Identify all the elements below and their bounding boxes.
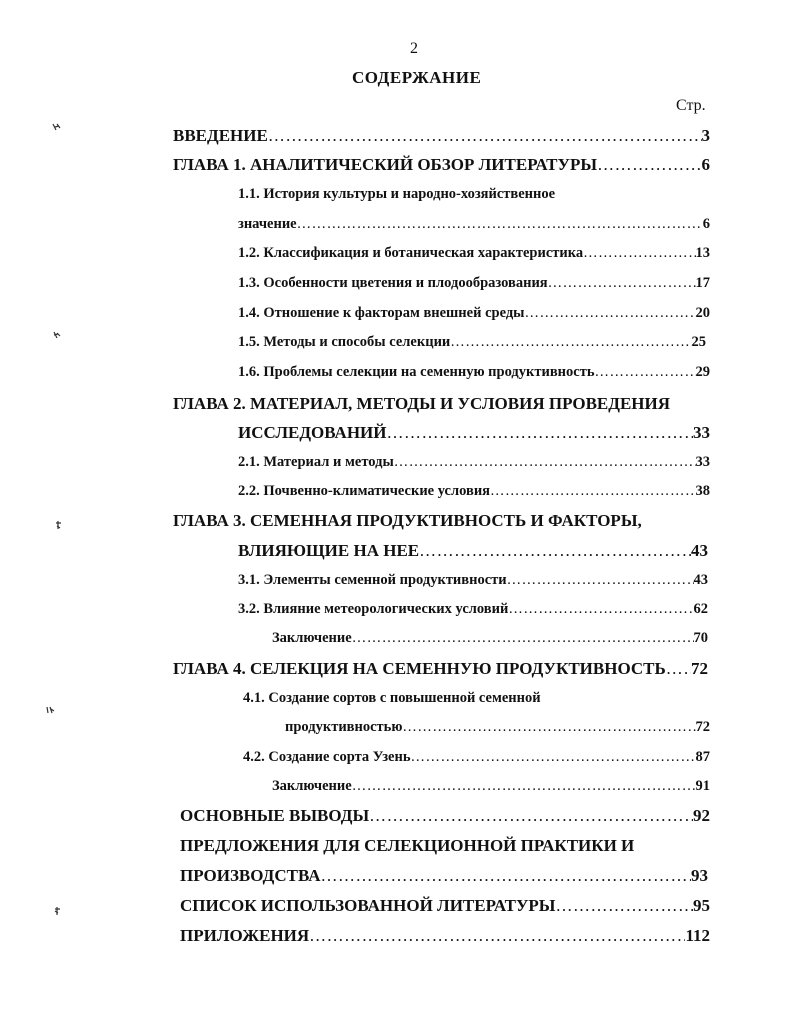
toc-entry-page: 20 bbox=[695, 305, 710, 321]
toc-leader-dots bbox=[507, 572, 694, 589]
toc-leader-dots bbox=[666, 659, 691, 679]
toc-leader-dots bbox=[450, 334, 691, 351]
toc-entry-label: ГЛАВА 1. АНАЛИТИЧЕСКИЙ ОБЗОР ЛИТЕРАТУРЫ bbox=[173, 155, 598, 174]
toc-entry-label: продуктивностью bbox=[285, 719, 403, 735]
toc-entry-page: 29 bbox=[695, 364, 710, 380]
toc-entry[interactable] bbox=[238, 216, 710, 233]
toc-leader-dots bbox=[321, 866, 692, 886]
toc-entry-page: 25 bbox=[691, 334, 706, 350]
toc-leader-dots bbox=[369, 806, 693, 826]
scan-mark-icon bbox=[52, 119, 61, 129]
toc-entry[interactable] bbox=[272, 778, 710, 795]
toc-entry-label: ВВЕДЕНИЕ bbox=[173, 126, 268, 145]
toc-entry-label: ИССЛЕДОВАНИЙ bbox=[238, 423, 387, 442]
toc-leader-dots bbox=[352, 630, 694, 647]
toc-leader-dots bbox=[548, 275, 696, 292]
toc-leader-dots bbox=[309, 926, 685, 946]
toc-entry-page: 17 bbox=[695, 275, 710, 291]
toc-entry-page: 6 bbox=[701, 155, 710, 174]
toc-entry-page: 72 bbox=[691, 659, 708, 678]
toc-leader-dots bbox=[508, 601, 693, 618]
toc-entry-label: 1.1. История культуры и народно-хозяйственное bbox=[238, 186, 556, 202]
toc-entry[interactable] bbox=[180, 926, 710, 946]
toc-entry[interactable] bbox=[243, 749, 710, 766]
toc-entry[interactable] bbox=[238, 275, 710, 292]
toc-leader-dots bbox=[411, 749, 696, 766]
toc-entry-label: Заключение bbox=[272, 778, 352, 794]
toc-entry-label: 1.6. Проблемы селекции на семенную продуктивность bbox=[238, 364, 595, 380]
toc-entry-page: 43 bbox=[693, 572, 708, 588]
toc-entry[interactable] bbox=[180, 836, 634, 856]
toc-entry-label: ОСНОВНЫЕ ВЫВОДЫ bbox=[180, 806, 370, 825]
toc-entry[interactable] bbox=[238, 483, 710, 500]
toc-entry-page: 33 bbox=[695, 454, 710, 470]
toc-leader-dots bbox=[297, 216, 703, 233]
toc-entry[interactable] bbox=[173, 126, 710, 146]
toc-entry[interactable] bbox=[238, 601, 708, 618]
toc-leader-dots bbox=[595, 364, 696, 381]
toc-entry-page: 92 bbox=[693, 806, 710, 825]
toc-entry-page: 91 bbox=[695, 778, 710, 794]
toc-entry-label: ПРЕДЛОЖЕНИЯ ДЛЯ СЕЛЕКЦИОННОЙ ПРАКТИКИ И bbox=[180, 836, 635, 855]
toc-leader-dots bbox=[597, 155, 701, 175]
toc-entry-label: 1.2. Классификация и ботаническая характеристика bbox=[238, 245, 584, 261]
toc-entry[interactable] bbox=[238, 245, 710, 262]
scan-mark-icon bbox=[52, 327, 61, 337]
toc-entry-page: 70 bbox=[693, 630, 708, 646]
toc-entry[interactable] bbox=[238, 334, 706, 351]
page-number: 2 bbox=[410, 40, 418, 57]
page-column-label: Стр. bbox=[676, 97, 706, 114]
toc-entry-page: 93 bbox=[691, 866, 708, 885]
toc-entry[interactable] bbox=[238, 186, 555, 203]
toc-entry-label: ПРИЛОЖЕНИЯ bbox=[180, 926, 310, 945]
toc-entry[interactable] bbox=[238, 572, 708, 589]
toc-entry[interactable] bbox=[285, 719, 710, 736]
toc-entry-label: СПИСОК ИСПОЛЬЗОВАННОЙ ЛИТЕРАТУРЫ bbox=[180, 896, 556, 915]
toc-entry-page: 112 bbox=[685, 926, 710, 945]
toc-entry-label: 2.1. Материал и методы bbox=[238, 454, 394, 470]
toc-entry[interactable] bbox=[238, 541, 708, 561]
toc-entry-label: ГЛАВА 3. СЕМЕННАЯ ПРОДУКТИВНОСТЬ И ФАКТОРЫ, bbox=[173, 511, 642, 530]
toc-entry-label: ГЛАВА 2. МАТЕРИАЛ, МЕТОДЫ И УСЛОВИЯ ПРОВЕДЕНИЯ bbox=[173, 394, 671, 413]
toc-entry[interactable] bbox=[180, 896, 710, 916]
toc-entry[interactable] bbox=[180, 806, 710, 826]
toc-entry[interactable] bbox=[238, 423, 710, 443]
toc-entry[interactable] bbox=[238, 364, 710, 381]
toc-entry-page: 62 bbox=[693, 601, 708, 617]
toc-entry-label: 1.3. Особенности цветения и плодообразования bbox=[238, 275, 548, 291]
scan-mark-icon bbox=[53, 903, 62, 913]
toc-entry[interactable] bbox=[243, 690, 541, 707]
toc-entry-label: 3.1. Элементы семенной продуктивности bbox=[238, 572, 507, 588]
toc-entry-page: 95 bbox=[693, 896, 710, 915]
toc-leader-dots bbox=[419, 541, 691, 561]
toc-leader-dots bbox=[268, 126, 702, 146]
toc-entry[interactable] bbox=[173, 659, 708, 679]
toc-entry-label: значение bbox=[238, 216, 297, 232]
toc-entry-page: 6 bbox=[702, 216, 710, 232]
toc-leader-dots bbox=[583, 245, 695, 262]
toc-entry[interactable] bbox=[238, 305, 710, 322]
toc-leader-dots bbox=[524, 305, 695, 322]
toc-entry-label: 1.5. Методы и способы селекции bbox=[238, 334, 451, 350]
toc-entry[interactable] bbox=[272, 630, 708, 647]
toc-entry-label: 4.2. Создание сорта Узень bbox=[243, 749, 411, 765]
toc-entry-page: 72 bbox=[695, 719, 710, 735]
toc-leader-dots bbox=[402, 719, 695, 736]
toc-entry-label: 3.2. Влияние метеорологических условий bbox=[238, 601, 509, 617]
toc-entry[interactable] bbox=[173, 511, 642, 531]
toc-entry-label: 1.4. Отношение к факторам внешней среды bbox=[238, 305, 525, 321]
scan-mark-icon bbox=[46, 702, 55, 712]
toc-entry-page: 43 bbox=[691, 541, 708, 560]
toc-entry-label: 4.1. Создание сортов с повышенной семенной bbox=[243, 690, 541, 706]
toc-entry[interactable] bbox=[173, 155, 710, 175]
toc-leader-dots bbox=[387, 423, 694, 443]
toc-entry-label: ВЛИЯЮЩИЕ НА НЕЕ bbox=[238, 541, 420, 560]
toc-entry-label: 2.2. Почвенно-климатические условия bbox=[238, 483, 491, 499]
scan-mark-icon bbox=[54, 517, 63, 527]
toc-leader-dots bbox=[352, 778, 696, 795]
toc-leader-dots bbox=[556, 896, 694, 916]
toc-entry-label: Заключение bbox=[272, 630, 352, 646]
toc-entry[interactable] bbox=[238, 454, 710, 471]
toc-entry-label: ПРОИЗВОДСТВА bbox=[180, 866, 321, 885]
toc-leader-dots bbox=[394, 454, 696, 471]
toc-entry-page: 3 bbox=[701, 126, 710, 145]
toc-entry-label: ГЛАВА 4. СЕЛЕКЦИЯ НА СЕМЕННУЮ ПРОДУКТИВНОСТЬ bbox=[173, 659, 666, 678]
toc-entry-page: 87 bbox=[695, 749, 710, 765]
toc-entry[interactable] bbox=[173, 394, 670, 414]
toc-entry[interactable] bbox=[180, 866, 708, 886]
page-title: СОДЕРЖАНИЕ bbox=[352, 68, 482, 87]
toc-entry-page: 38 bbox=[695, 483, 710, 499]
toc-entry-page: 13 bbox=[695, 245, 710, 261]
toc-entry-page: 33 bbox=[693, 423, 710, 442]
toc-leader-dots bbox=[490, 483, 695, 500]
